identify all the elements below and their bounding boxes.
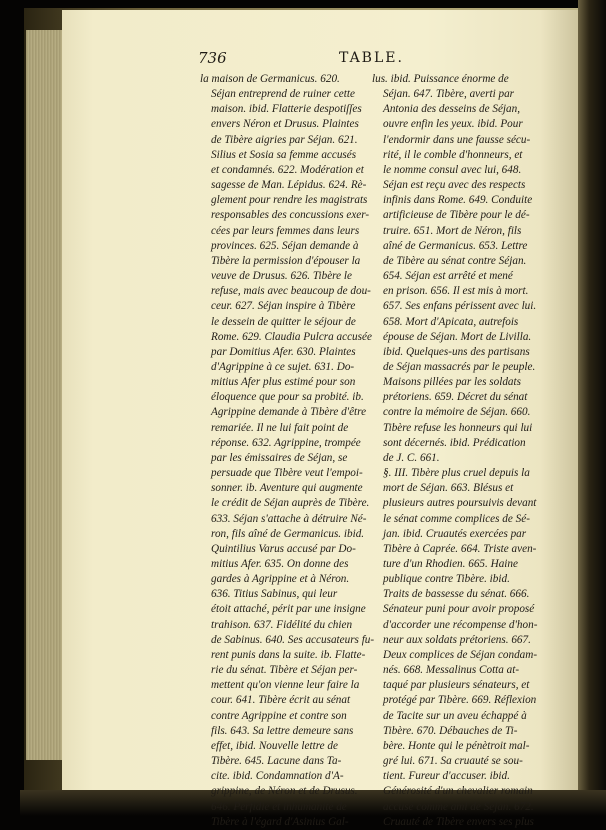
text-line: le dessein de quitter le séjour de: [211, 315, 356, 328]
text-line: de Sabinus. 640. Ses accusateurs fu-: [211, 633, 375, 646]
text-line: étoit attaché, périt par une insigne: [211, 603, 366, 616]
text-line: par les émissaires de Séjan, se: [211, 451, 348, 464]
text-line: d'accorder une récompense d'hon-: [383, 618, 538, 631]
text-line: et condamnés. 622. Modération et: [211, 163, 364, 176]
text-line: rie du sénat. Tibère et Séjan per-: [211, 664, 358, 677]
text-line: plusieurs autres poursuivis devant: [383, 497, 537, 510]
text-line: mort de Séjan. 663. Blésus et: [383, 482, 514, 495]
text-line: infinis dans Rome. 649. Conduite: [383, 194, 533, 207]
text-line: sonner. ib. Aventure qui augmente: [211, 482, 363, 495]
text-line: Rome. 629. Claudia Pulcra accusée: [211, 330, 372, 343]
left-column: [200, 72, 375, 830]
text-line: gardes à Agrippine et à Néron.: [211, 573, 350, 586]
text-line: Tibère refuse les honneurs qui lui: [383, 421, 533, 434]
page-gutter-shadow: [578, 0, 606, 816]
text-line: responsables des concussions exer-: [211, 209, 370, 222]
text-line: la maison de Germanicus. 620.: [200, 73, 340, 85]
text-line: de J. C. 661.: [383, 451, 440, 464]
text-line: Traits de bassesse du sénat. 666.: [383, 588, 530, 601]
text-line: tient. Fureur d'accuser. ibid.: [383, 770, 510, 783]
text-line: l'endormir dans une fausse sécu-: [383, 133, 531, 146]
text-line: rité, il le comble d'honneurs, et: [383, 148, 523, 161]
text-line: de Séjan massacrés par le peuple.: [383, 360, 536, 373]
text-line: le crédit de Séjan auprès de Tibère.: [211, 497, 370, 510]
text-line: ron, fils aîné de Germanicus. ibid.: [211, 527, 365, 540]
text-line: d'Agrippine à ce sujet. 631. Do-: [211, 360, 355, 373]
text-line: Deux complices de Séjan condam-: [383, 648, 538, 661]
text-line: Tibère à l'égard d'Asinius Gal-: [211, 815, 349, 828]
page-header: [198, 49, 543, 69]
page-number: 736: [198, 49, 227, 67]
page-edges: [26, 30, 66, 760]
text-line: veuve de Drusus. 626. Tibère le: [211, 270, 352, 283]
text-line: prétoriens. 659. Décret du sénat: [383, 391, 528, 404]
text-line: glement pour rendre les magistrats: [211, 194, 368, 207]
text-line: Tibère à Caprée. 664. Triste aven-: [383, 542, 537, 555]
text-line: artificieuse de Tibère pour le dé-: [383, 209, 530, 222]
text-line: truire. 651. Mort de Néron, fils: [383, 224, 522, 237]
text-line: jan. ibid. Cruautés exercées par: [383, 527, 527, 540]
text-line: de Tibère au sénat contre Séjan.: [383, 254, 527, 267]
text-line: neur aux soldats prétoriens. 667.: [383, 633, 531, 646]
text-line: publique contre Tibère. ibid.: [383, 573, 510, 586]
text-line: épouse de Séjan. Mort de Livilla.: [383, 330, 532, 343]
right-column: [372, 72, 548, 830]
text-line: Agrippine demande à Tibère d'être: [211, 406, 367, 419]
text-line: mitius Afer plus estimé pour son: [211, 376, 356, 389]
text-line: cite. ibid. Condamnation d'A-: [211, 770, 344, 783]
text-line: éloquence que pour sa probité. ib.: [211, 391, 364, 404]
text-line: mettent qu'on vienne leur faire la: [211, 679, 360, 692]
text-line: contre la mémoire de Séjan. 660.: [383, 406, 531, 419]
text-line: mitius Afer. 635. On donne des: [211, 558, 349, 570]
text-line: ibid. Quelques-uns des partisans: [383, 345, 530, 358]
text-line: refuse, mais avec beaucoup de dou-: [211, 285, 371, 298]
text-line: Silius et Sosia sa femme accusés: [211, 148, 357, 161]
text-line: Séjan. 647. Tibère, averti par: [383, 88, 515, 101]
text-line: ceur. 627. Séjan inspire à Tibère: [211, 300, 356, 313]
text-line: lus. ibid. Puissance énorme de: [372, 73, 509, 85]
text-line: contre Agrippine et contre son: [211, 709, 347, 722]
text-line: trahison. 637. Fidélité du chien: [211, 618, 353, 631]
text-line: 633. Séjan s'attache à détruire Né-: [211, 512, 367, 525]
text-line: en prison. 656. Il est mis à mort.: [383, 285, 529, 298]
text-line: réponse. 632. Agrippine, trompée: [211, 436, 361, 449]
text-line: rent punis dans la suite. ib. Flatte-: [211, 648, 366, 661]
text-line: de Tibère aigries par Séjan. 621.: [211, 133, 358, 146]
text-line: ouvre enfin les yeux. ibid. Pour: [383, 118, 523, 131]
text-line: accusé comme ami de Séjan. 672.: [383, 800, 534, 813]
text-line: Tibère. 670. Débauches de Ti-: [383, 724, 518, 737]
text-line: sagesse de Man. Lépidus. 624. Rè-: [211, 179, 367, 192]
text-line: sont décernés. ibid. Prédication: [383, 436, 526, 449]
text-line: de Tacite sur un aveu échappé à: [383, 709, 527, 722]
text-line: par Domitius Afer. 630. Plaintes: [211, 345, 356, 358]
text-line: Générosité d'un chevalier romain: [383, 785, 533, 798]
text-line: aîné de Germanicus. 653. Lettre: [383, 239, 528, 252]
text-line: Cruauté de Tibère envers ses plus: [383, 815, 534, 828]
text-line: 658. Mort d'Apicata, autrefois: [383, 315, 519, 328]
text-line: effet, ibid. Nouvelle lettre de: [211, 739, 338, 752]
text-line: Tibère la permission d'épouser la: [211, 254, 361, 267]
text-line: remariée. Il ne lui fait point de: [211, 421, 349, 434]
text-line: cour. 641. Tibère écrit au sénat: [211, 694, 351, 707]
text-line: Maisons pillées par les soldats: [383, 376, 521, 389]
text-line: 646. Perfidie et inhumanité de: [211, 800, 347, 813]
text-line: le sénat comme complices de Sé-: [383, 512, 530, 525]
text-line: provinces. 625. Séjan demande à: [211, 239, 359, 252]
text-line: gré lui. 671. Sa cruauté se sou-: [383, 755, 523, 768]
text-line: Tibère. 645. Lacune dans Ta-: [211, 755, 342, 768]
text-line: ture d'un Rhodien. 665. Haine: [383, 558, 518, 570]
text-line: Sénateur puni pour avoir proposé: [383, 603, 535, 616]
text-line: 654. Séjan est arrêté et mené: [383, 270, 513, 283]
text-line: nés. 668. Messalinus Cotta at-: [383, 664, 520, 677]
text-line: protégé par Tibère. 669. Réflexion: [383, 694, 537, 707]
text-line: maison. ibid. Flatterie despotiſſes: [211, 103, 362, 116]
text-line: §. III. Tibère plus cruel depuis la: [383, 467, 530, 480]
text-line: le nomme consul avec lui, 648.: [383, 163, 522, 176]
text-line: Séjan entreprend de ruiner cette: [211, 88, 355, 101]
text-line: Quintilius Varus accusé par Do-: [211, 542, 356, 555]
text-line: envers Néron et Drusus. Plaintes: [211, 118, 359, 131]
text-line: cées par leurs femmes dans leurs: [211, 224, 360, 237]
text-line: persuade que Tibère veut l'empoi-: [211, 467, 363, 480]
text-line: grippine, de Néron et de Drusus.: [211, 785, 358, 798]
text-line: bère. Honte qui le pénètroit mal-: [383, 739, 530, 752]
text-line: Séjan est reçu avec des respects: [383, 179, 526, 192]
text-line: 657. Ses enfans périssent avec lui.: [383, 300, 537, 313]
text-line: 636. Titius Sabinus, qui leur: [211, 588, 338, 601]
text-line: Antonia des desseins de Séjan,: [383, 103, 521, 116]
text-line: taqué par plusieurs sénateurs, et: [383, 679, 530, 692]
page-title: TABLE.: [339, 50, 404, 66]
text-line: fils. 643. Sa lettre demeure sans: [211, 724, 354, 737]
